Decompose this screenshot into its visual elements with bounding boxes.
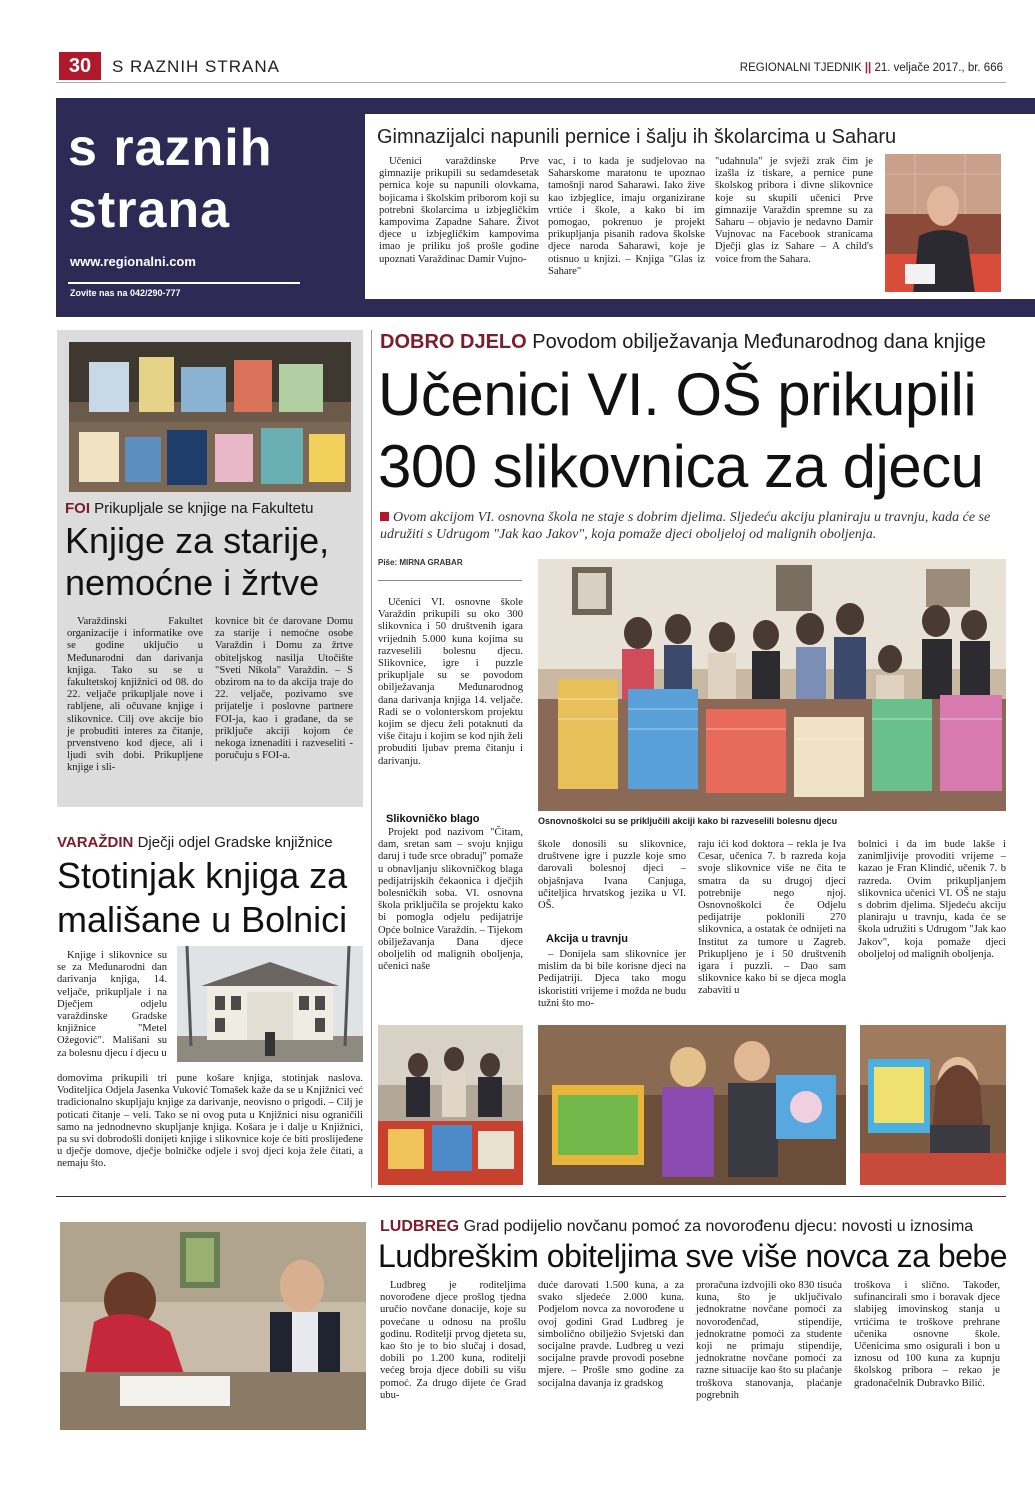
books-photo — [69, 342, 351, 492]
divider-bar: || — [864, 62, 875, 74]
main-col-2a: škole donosili su slikovnice, društvene igre i puzzle koje smo darovali bolesnoj djeci – objašnjava Ivana Canjuga, učiteljica hrvatskog jezika u VI. OŠ. — [538, 839, 686, 912]
ludbreg-headline: Ludbreškim obiteljima sve više novca za bebe — [378, 1238, 1007, 1274]
photo-kids-books — [538, 1025, 846, 1185]
ludbreg-story — [56, 1208, 1006, 1438]
main-kicker-tag: DOBRO DJELO — [380, 331, 527, 353]
banner-col-2: vac, i to kada je sudjelovao na Saharskome maratonu te upoznao tamošnji narod Saharawi. Iako žive kao izbjeglice, imaju organizirane vrtiće i škole, a kako bi im pomogao, pokrenuo je projekt prikupljanja pisanih radova školske djece naroda Saharawi, koje je otisnuo u knjizi. – Knjiga "Glas iz Sahare" — [548, 156, 705, 277]
ludbreg-col-2: duće darovati 1.500 kuna, a za svako sljedeće 2.000 kuna. Podjelom novca za novorođene u ovoj godini Grad Ludbreg je simbolično obilježio Svjetski dan socijalne pravde. Ludbreg u vezi socijalne pravde provodi posebne mjere. – Prošle smo godine za socijalna davanja iz gradskog — [538, 1280, 684, 1389]
group-photo — [538, 559, 1006, 811]
varazdin-text-narrow: Knjige i slikovnice su se za Međunarodni dan darivanja knjiga, 14. veljače, prikupljale i na Dječjem odjelu varaždinske Gradske knjižnice "Metel Ožegović". Mališani su za bolesnu djecu i djecu u — [57, 950, 167, 1059]
foi-col-2: kovnice bit će darovane Domu za starije i nemoćne osobe Varaždin i Domu za žrtve obiteljskog nasilja Utočište "Sveti Nikola" Varaždin. – S obzirom na to da akcija traje do 22. veljače, pozivamo sve prijatelje i poslovne partnere FOI-ja, kao i građane, da se priključe akciji kojom će nekoga iznenaditi i razveseliti - poručuju s FOI-a. — [215, 616, 353, 762]
ludbreg-col-3: proračuna izdvojili oko 830 tisuća kuna, što je uključivalo jednokratne novčane pomoći za novorođenčad, stipendije, jednokratne pomoći za studente koji ne primaju stipendije, jednokratne novčane pomoći za razne situacije kao što su plaćanje troškova stanovanja, plaćanje pogrebnih — [696, 1280, 842, 1401]
varazdin-kicker — [57, 834, 333, 851]
ludbreg-kicker — [380, 1218, 973, 1236]
main-col-3: raju ići kod doktora – rekla je Iva Cesar, učenica 7. b razreda koja svoje slikovnice više ne čita te smatra da su drugoj djeci potrebnije nego njoj. Osnovnoškolci če Odjelu pedijatrije poklonili 270 slikovnica, a ostatak će odnijeti na Institut za tumore u Zagreb. Prikupljeno je i 50 društvenih igara i puzzli. – Dao sam slikovnice kako bi se djeca mogla zabaviti u — [698, 839, 846, 997]
page-header — [0, 0, 1035, 86]
foi-kicker-tag: FOI — [65, 500, 90, 517]
issue-date: 21. veljače 2017., br. 666 — [874, 62, 1003, 74]
varazdin-text-wide: domovima prikupili tri pune košare knjiga, stotinjak naslova. Voditeljica Odjela Jasenka Vuković Tomašek kaže da se u Knjižnici već tradicionalno skupljaju knjige za darivanje, neovisno o prigodi. – Cilj je poticati čitanje – veli. Tako se ni ovog puta u Knjižnici nisu ograničili samo na jednodnevno skupljanje knjiga. Košara je i dalje u Knjižnici, pa su svi dobrodošli donijeti knjige i slikovnice koje će biti proslijeđene u dječje domove, dječje bolničke odjele i svoj djeci koja žele čitati, a nemaju što. — [57, 1073, 363, 1170]
main-col-4: bolnici i da im bude lakše i zanimljivije provoditi vrijeme – kazao je Fran Klindić, učenik 7. b razreda. Ovim prikupljanjem slikovnica učenici VI. OŠ ne staju s dobrim djelima. Sljedeću akciju planiraju u travnju, kada će se škola udružiti s Udrugom "Jak kao Jakov", koja pomaže djeci oboljeloj od malignih oboljenja. — [858, 839, 1006, 960]
ludbreg-kicker-text: Grad podijelio novčanu pomoć za novorođenu djecu: novosti u iznosima — [463, 1218, 974, 1235]
photo-girl-reading — [860, 1025, 1006, 1185]
main-col-1: Projekt pod nazivom "Čitam, dam, sretan sam – svoju knjigu daruj i tuđe srce obraduj" pomaže u obnavljanju slikovničkog blaga pedijatrijskih čekaonica i dječjih bolesničkih soba. VI. osnovna škola priključila se projektu kako bi pomogla odjelu pedijatrije Opće bolnice Varaždin. – Tijekom obilježavanja Dana djece oboljelih od malignih oboljenja, učenici naše — [378, 827, 523, 973]
lead-text: Ovom akcijom VI. osnovna škola ne staje s dobrim djelima. Sljedeću akciju planiraju u travnju, kada će se udružiti s Udrugom "Jak kao Jakov", koja pomaže djeci oboljeloj od malignih oboljenja. — [380, 510, 991, 542]
main-byline: Piše: MIRNA GRABAR — [378, 558, 463, 567]
ludbreg-photo — [60, 1222, 366, 1430]
main-story — [378, 325, 1008, 1195]
portrait-photo — [885, 154, 1001, 292]
varazdin-headline: Stotinjak knjiga za mališane u Bolnici — [57, 855, 348, 940]
photo-girls-books — [378, 1025, 523, 1185]
subhead-slikovnicko: Slikovničko blago — [386, 813, 480, 825]
main-headline-1: Učenici VI. OŠ prikupili — [378, 361, 977, 428]
banner-headline: Gimnazijalci napunili pernice i šalju ih školarcima u Saharu — [377, 126, 897, 148]
header-rule — [56, 82, 1006, 83]
main-headline-2: 300 slikovnica za djecu — [378, 433, 984, 500]
ludbreg-kicker-tag: LUDBREG — [380, 1218, 460, 1235]
banner-story — [365, 114, 1035, 299]
banner-col-3: "udahnula" je svježi zrak čim je izašla iz tiskare, a pernice pune školskog pribora i divne slikovnice koje su skupili učenici Prve gimnazije Varaždin spremne su za Saharu – objavio je nedavno Damir Vujnovac na Facebook stranicama Dječji glas iz Sahare – A child's voice from the Sahara. — [715, 156, 873, 265]
group-photo-caption: Osnovnoškolci su se priključili akciji kako bi razveselili bolesnu djecu — [538, 816, 838, 826]
varazdin-kicker-tag: VARAŽDIN — [57, 834, 134, 851]
column-divider — [371, 330, 372, 1188]
library-photo — [177, 946, 363, 1062]
varazdin-story — [57, 818, 363, 1198]
phone-info: Zovite nas na 042/290-777 — [70, 288, 181, 298]
banner-title-2: strana — [68, 181, 231, 239]
foi-col-1: Varaždinski Fakultet organizacije i informatike ove se godine uključio u Međunarodni dan darivanja knjiga. Tako su se u fakultetskoj knjižnici od 08. do 22. veljače prikupljale nove i rabljene, ali očuvane knjige i slikovnice. Cilj ove akcije bio je probuditi interes za čitanje, prvenstveno kod djece, ali i ljudi svih dobi. Prikupljene knjige i sli- — [67, 616, 203, 774]
section-label: S RAZNIH STRANA — [112, 57, 281, 76]
banner-col-1: Učenici varaždinske Prve gimnazije prikupili su sedamdesetak pernica koje su napunili olovkama, bojicama i školskim priborom koji su potrebni školarcima u izbjegličkim kampovima Zapadne Saharе. Život djece u izbjegličkim kampovima imao je priliku još prošle godine upoznati Varaždinac Damir Vujno- — [379, 156, 539, 265]
publication-info — [740, 62, 1003, 74]
ludbreg-col-1: Ludbreg je roditeljima novorođene djece prošlog tjedna uručio novčane donacije, koje su povećane u odnosu na prošlu godinu. Roditelji prvog djeteta su, kao što je to bio slučaj i dosad, dobili po 1.200 kuna, roditelji većeg broja djece dobili su višu pomoć. Za drugo dijete će Grad ubu- — [380, 1280, 526, 1401]
foi-box — [57, 330, 363, 807]
website-link[interactable]: www.regionalni.com — [70, 254, 196, 269]
foi-headline: Knjige za starije, nemoćne i žrtve — [65, 520, 330, 603]
foi-kicker-text: Prikupljale se knjige na Fakultetu — [94, 500, 314, 517]
main-lead — [380, 509, 1002, 543]
foi-kicker — [65, 500, 313, 517]
ludbreg-col-4: troškova i slično. Također, sufinancirali smo i boravak djece slabijeg imovinskog stanja u vrtićima te troškove prehrane učenika osnovne škole. Učenicima smo osigurali i bon u iznosu od 100 kuna za kupnju školskog pribora – rekao je gradonačelnik Dubravko Bilić. — [854, 1280, 1000, 1389]
banner-rule — [68, 282, 300, 284]
lead-square-icon — [380, 512, 389, 521]
main-kicker — [380, 331, 986, 354]
ludbreg-rule — [56, 1196, 1006, 1197]
banner-title-1: s raznih — [68, 119, 273, 177]
section-banner — [56, 98, 1035, 317]
main-kicker-text: Povodom obilježavanja Međunarodnog dana knjige — [532, 331, 986, 353]
page-number: 30 — [59, 52, 101, 80]
varazdin-kicker-text: Dječji odjel Gradske knjižnice — [137, 834, 333, 851]
publication-name: REGIONALNI TJEDNIK — [739, 62, 862, 74]
main-col-2b: – Donijela sam slikovnice jer mislim da bi bile korisne djeci na Pedijatriji. Djeca tako mogu iskoristiti vrijeme i možda ne budu tužni što mo- — [538, 949, 686, 1009]
subhead-akcija: Akcija u travnju — [546, 933, 628, 945]
main-intro: Učenici VI. osnovne škole Varaždin prikupili su oko 300 slikovnica i 50 društvenih igara vrijednih 5.000 kuna kojima su razveselili bolesnu djecu. Slikovnice, igre i puzzle prikupljale su se povodom obilježavanja Međunarodnog dana darivanja knjiga 14. veljače. Radi se o volonterskom projektu kojim se djecu želi potaknuti da više čitaju i kojim se kod njih želi probuditi ljubav prema čitanju i darivanju. — [378, 597, 523, 767]
byline-rule — [378, 580, 522, 581]
